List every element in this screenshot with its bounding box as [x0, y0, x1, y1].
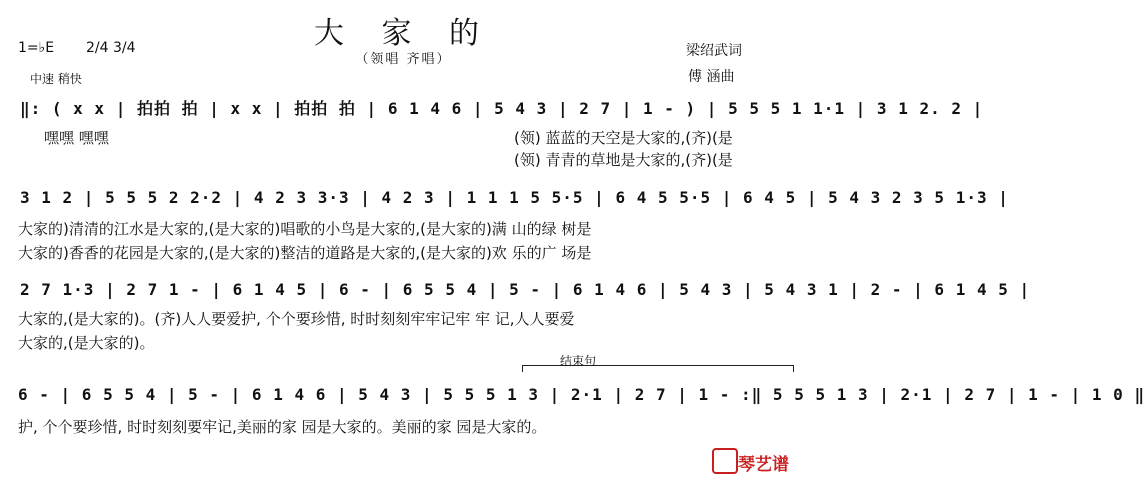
lyric-line-2a: 大家的)清清的江水是大家的,(是大家的)唱歌的小鸟是大家的,(是大家的)满 山的绿 树是 — [18, 220, 592, 238]
qinyipu-logo-icon — [712, 448, 738, 474]
lyric-line-1c: (领) 青青的草地是大家的,(齐)(是 — [514, 151, 733, 169]
lyric-line-1a: 嘿嘿 嘿嘿 — [44, 129, 109, 147]
notation-line-4: 6 - | 6 5 5 4 | 5 - | 6 1 4 6 | 5 4 3 | 5 5 5 1 3 | 2·1 | 2 7 | 1 - :‖ 5 5 5 1 3 | 2·1 | 2 7 | 1 - | 1 0 ‖ — [18, 385, 1145, 404]
lyric-line-4: 护, 个个要珍惜, 时时刻刻要牢记,美丽的家 园是大家的。美丽的家 园是大家的。 — [18, 418, 547, 436]
time-signature: 2/4 3/4 — [86, 40, 136, 56]
ending-label: 结束句 — [560, 354, 597, 368]
key-signature: 1=♭E — [18, 40, 55, 56]
lyric-line-1b: (领) 蓝蓝的天空是大家的,(齐)(是 — [514, 129, 733, 147]
lyric-line-3b: 大家的,(是大家的)。 — [18, 334, 155, 352]
lyric-line-3a: 大家的,(是大家的)。(齐)人人要爱护, 个个要珍惜, 时时刻刻牢牢记牢 牢 记,人人要爱 — [18, 310, 575, 328]
song-subtitle: （领唱 齐唱） — [355, 52, 452, 67]
lyricist-credit: 梁绍武词 — [686, 43, 742, 59]
notation-line-2: 3 1 2 | 5 5 5 2 2·2 | 4 2 3 3·3 | 4 2 3 | 1 1 1 5 5·5 | 6 4 5 5·5 | 6 4 5 | 5 4 3 2 3 5 1·3 | — [20, 188, 1009, 207]
composer-credit: 傅 涵曲 — [688, 69, 735, 85]
tempo-marking: 中速 稍快 — [30, 72, 82, 86]
notation-line-1: ‖: ( x x | 拍拍 拍 | x x | 拍拍 拍 | 6 1 4 6 | 5 4 3 | 2 7 | 1 - ) | 5 5 5 1 1·1 | 3 1 2. 2 | — [20, 99, 984, 118]
lyric-line-2b: 大家的)香香的花园是大家的,(是大家的)整洁的道路是大家的,(是大家的)欢 乐的广 场是 — [18, 244, 592, 262]
song-title: 大 家 的 — [313, 16, 494, 51]
notation-line-3: 2 7 1·3 | 2 7 1 - | 6 1 4 5 | 6 - | 6 5 5 4 | 5 - | 6 1 4 6 | 5 4 3 | 5 4 3 1 | 2 - | 6 1 4 5 | — [20, 280, 1031, 299]
watermark-text: 琴艺谱 — [738, 455, 789, 475]
